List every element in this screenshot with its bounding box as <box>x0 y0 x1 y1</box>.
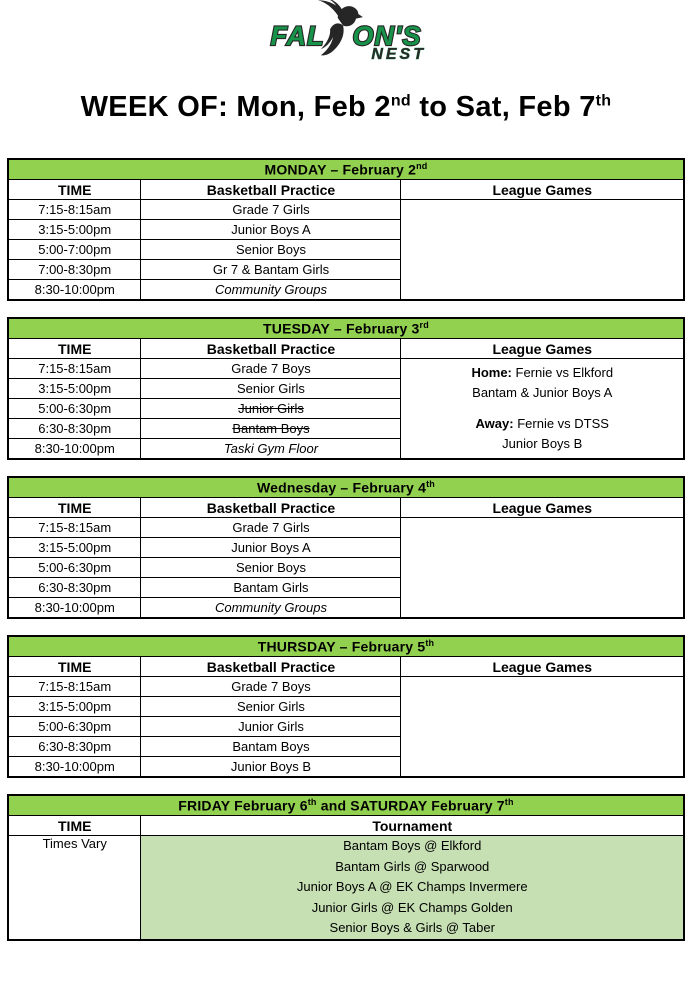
col-header-time: TIME <box>8 498 141 518</box>
practice-cell: Senior Girls <box>141 379 401 399</box>
league-games-cell <box>401 677 684 777</box>
practice-cell: Grade 7 Girls <box>141 200 401 220</box>
time-cell: 8:30-10:00pm <box>8 757 141 777</box>
column-header-row <box>8 816 684 836</box>
practice-cell: Taski Gym Floor <box>141 439 401 459</box>
monday-title-bar: MONDAY – February 2nd <box>8 159 684 180</box>
schedule-tables <box>0 158 692 941</box>
falcon-icon <box>321 8 355 54</box>
tournament-line: Junior Boys A @ EK Champs Invermere <box>296 879 528 895</box>
col-header-tournament: Tournament <box>141 816 684 836</box>
col-header-league: League Games <box>401 657 684 677</box>
tournament-line: Senior Boys & Girls @ Taber <box>329 920 495 936</box>
time-cell: 8:30-10:00pm <box>8 439 141 459</box>
league-away-teams: Junior Boys B <box>502 436 583 452</box>
col-header-practice: Basketball Practice <box>141 339 401 359</box>
time-cell: 7:15-8:15am <box>8 200 141 220</box>
practice-cell: Junior Boys A <box>141 220 401 240</box>
practice-cell: Community Groups <box>141 280 401 300</box>
practice-cell-cancelled: Bantam Boys <box>141 419 401 439</box>
tuesday-table <box>7 317 685 460</box>
practice-cell: Junior Girls <box>141 717 401 737</box>
practice-cell: Grade 7 Girls <box>141 518 401 538</box>
time-cell: 3:15-5:00pm <box>8 379 141 399</box>
time-cell: 3:15-5:00pm <box>8 697 141 717</box>
col-header-league: League Games <box>401 339 684 359</box>
time-cell: 8:30-10:00pm <box>8 280 141 300</box>
time-cell: 5:00-7:00pm <box>8 240 141 260</box>
practice-cell: Grade 7 Boys <box>141 359 401 379</box>
column-header-row <box>8 498 684 518</box>
tuesday-title-bar: TUESDAY – February 3rd <box>8 318 684 339</box>
practice-cell: Senior Boys <box>141 558 401 578</box>
column-header-row <box>8 657 684 677</box>
thursday-table <box>7 635 685 778</box>
practice-cell-cancelled: Junior Girls <box>141 399 401 419</box>
logo-text-nest: NEST <box>371 46 426 63</box>
league-away-line: Away: Fernie vs DTSS <box>475 416 609 432</box>
league-games-cell <box>401 359 684 459</box>
practice-cell: Community Groups <box>141 598 401 618</box>
logo-wordmark <box>226 8 466 50</box>
column-header-row <box>8 339 684 359</box>
practice-cell: Senior Girls <box>141 697 401 717</box>
col-header-time: TIME <box>8 180 141 200</box>
time-cell: 3:15-5:00pm <box>8 538 141 558</box>
col-header-league: League Games <box>401 498 684 518</box>
league-home-teams: Bantam & Junior Boys A <box>472 385 613 401</box>
league-home-line: Home: Fernie vs Elkford <box>471 365 614 381</box>
time-cell: 6:30-8:30pm <box>8 737 141 757</box>
time-cell: 8:30-10:00pm <box>8 598 141 618</box>
time-cell: 3:15-5:00pm <box>8 220 141 240</box>
time-cell: 7:15-8:15am <box>8 359 141 379</box>
schedule-page <box>0 8 692 941</box>
tournament-line: Bantam Boys @ Elkford <box>343 838 482 854</box>
table-row <box>8 200 684 220</box>
column-header-row <box>8 180 684 200</box>
monday-table <box>7 158 685 301</box>
time-cell: 7:00-8:30pm <box>8 260 141 280</box>
time-cell: 7:15-8:15am <box>8 677 141 697</box>
practice-cell: Junior Boys A <box>141 538 401 558</box>
practice-cell: Gr 7 & Bantam Girls <box>141 260 401 280</box>
practice-cell: Senior Boys <box>141 240 401 260</box>
col-header-practice: Basketball Practice <box>141 498 401 518</box>
col-header-practice: Basketball Practice <box>141 180 401 200</box>
page-title: WEEK OF: Mon, Feb 2nd to Sat, Feb 7th <box>80 91 612 123</box>
practice-cell: Bantam Girls <box>141 578 401 598</box>
practice-cell: Bantam Boys <box>141 737 401 757</box>
table-row <box>8 836 684 940</box>
col-header-time: TIME <box>8 339 141 359</box>
time-cell: 6:30-8:30pm <box>8 419 141 439</box>
league-gap <box>403 403 681 414</box>
table-row <box>8 518 684 538</box>
col-header-league: League Games <box>401 180 684 200</box>
time-cell: 5:00-6:30pm <box>8 558 141 578</box>
table-row <box>8 359 684 379</box>
col-header-practice: Basketball Practice <box>141 657 401 677</box>
practice-cell: Junior Boys B <box>141 757 401 777</box>
tournament-cell <box>141 836 684 940</box>
friday-saturday-table <box>7 794 685 941</box>
league-games-cell <box>401 200 684 300</box>
table-row <box>8 677 684 697</box>
friday-title-bar: FRIDAY February 6th and SATURDAY February 7th <box>8 795 684 816</box>
falcons-nest-logo <box>226 8 466 64</box>
practice-cell: Grade 7 Boys <box>141 677 401 697</box>
time-cell: 7:15-8:15am <box>8 518 141 538</box>
thursday-title-bar: THURSDAY – February 5th <box>8 636 684 657</box>
col-header-time: TIME <box>8 816 141 836</box>
tournament-line: Bantam Girls @ Sparwood <box>335 858 490 874</box>
logo-text-fal: FAL <box>270 21 325 51</box>
wednesday-title-bar: Wednesday – February 4th <box>8 477 684 498</box>
league-games-cell <box>401 518 684 618</box>
times-vary-cell: Times Vary <box>8 836 141 940</box>
time-cell: 6:30-8:30pm <box>8 578 141 598</box>
time-cell: 5:00-6:30pm <box>8 717 141 737</box>
time-cell: 5:00-6:30pm <box>8 399 141 419</box>
wednesday-table <box>7 476 685 619</box>
tournament-line: Junior Girls @ EK Champs Golden <box>311 899 513 915</box>
col-header-time: TIME <box>8 657 141 677</box>
logo-text-ons: ON'S <box>352 21 422 51</box>
